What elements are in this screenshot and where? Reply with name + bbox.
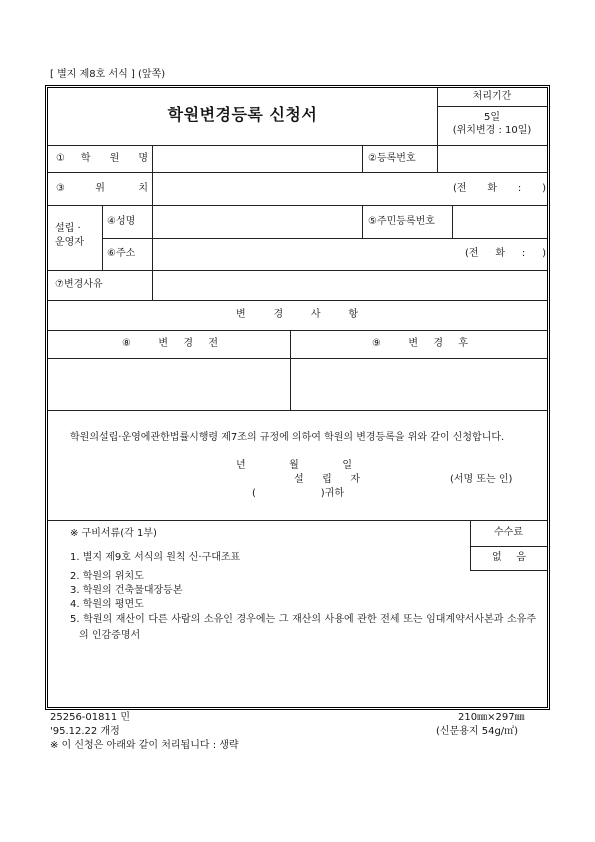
revision-date: '95.12.22 개정 <box>50 726 120 737</box>
resident-number-label: ⑤주민등록번호 <box>368 216 435 227</box>
attachment-item: 1. 별지 제9호 서식의 원칙 신·구대조표 <box>70 552 241 563</box>
column-rule <box>102 205 103 270</box>
processing-period-label: 처리기간 <box>472 91 512 102</box>
attachment-item: 4. 학원의 평면도 <box>70 599 144 610</box>
addressee-label: ( )귀하 <box>252 488 344 499</box>
founder-operator-label-line: 운영자 <box>55 237 84 248</box>
form-title: 학원변경등록 신청서 <box>167 105 318 124</box>
location-label: ③위 치 <box>56 183 148 194</box>
change-after-header: ⑨ 변 경 후 <box>372 338 468 349</box>
change-before-field[interactable] <box>48 359 290 410</box>
fee-label: 수수료 <box>494 527 523 538</box>
paper-size: 210㎜×297㎜ <box>458 712 525 723</box>
location-phone-label: (전 화 : ) <box>453 183 546 194</box>
academy-name-field[interactable] <box>153 146 362 172</box>
row-rule <box>470 570 547 571</box>
founder-operator-label <box>48 222 102 250</box>
signature-label: (서명 또는 인) <box>450 474 513 485</box>
founder-name-field[interactable] <box>153 206 362 238</box>
registration-number-label: ②등록번호 <box>368 153 416 164</box>
processing-note: ※ 이 신청은 아래와 같이 처리됩니다 : 생략 <box>50 740 239 751</box>
declaration-text: 학원의설립·운영에관한법률시행령 제7조의 규정에 의하여 학원의 변경등록을 위와 같이 신청합니다. <box>70 432 505 443</box>
paper-type: (신문용지 54g/㎡) <box>436 726 519 737</box>
processing-period-location-change: (위치변경 : 10일) <box>452 125 532 136</box>
founder-name-label: ④성명 <box>107 216 136 227</box>
row-rule <box>437 106 547 107</box>
fee-value: 없 음 <box>492 552 526 563</box>
attachment-item: 2. 학원의 위치도 <box>70 571 144 582</box>
change-before-header: ⑧ 변 경 전 <box>122 338 218 349</box>
attachment-item: 3. 학원의 건축물대장등본 <box>70 585 183 596</box>
column-rule <box>362 145 363 172</box>
academy-name-label: ①학 원 명 <box>56 153 148 164</box>
attachments-heading: ※ 구비서류(각 1부) <box>70 528 157 539</box>
change-reason-field[interactable] <box>153 271 547 300</box>
changes-header: 변 경 사 항 <box>236 309 358 320</box>
column-rule <box>362 205 363 238</box>
founder-address-label: ⑥주소 <box>107 248 136 259</box>
applicant-label: 설 립 자 <box>294 474 360 485</box>
declaration-date: 년 월 일 <box>236 460 352 471</box>
change-after-field[interactable] <box>291 359 547 410</box>
attachment-item: 5. 학원의 재산이 다른 사람의 소유인 경우에는 그 재산의 사용에 관한 전세 또는 임대계약서사본과 소유주의 인감증명서 <box>70 614 536 641</box>
processing-period-days: 5일 <box>483 112 501 123</box>
registration-number-field[interactable] <box>438 146 547 172</box>
resident-number-field[interactable] <box>453 206 547 238</box>
row-rule <box>48 410 547 411</box>
form-reference: [ 별지 제8호 서식 ] (앞쪽) <box>50 69 166 80</box>
change-reason-label: ⑦변경사유 <box>55 279 103 290</box>
address-phone-label: (전 화 : ) <box>465 248 546 259</box>
form-number: 25256-01811 민 <box>50 712 131 723</box>
founder-operator-label-line: 설립 · <box>55 223 81 234</box>
